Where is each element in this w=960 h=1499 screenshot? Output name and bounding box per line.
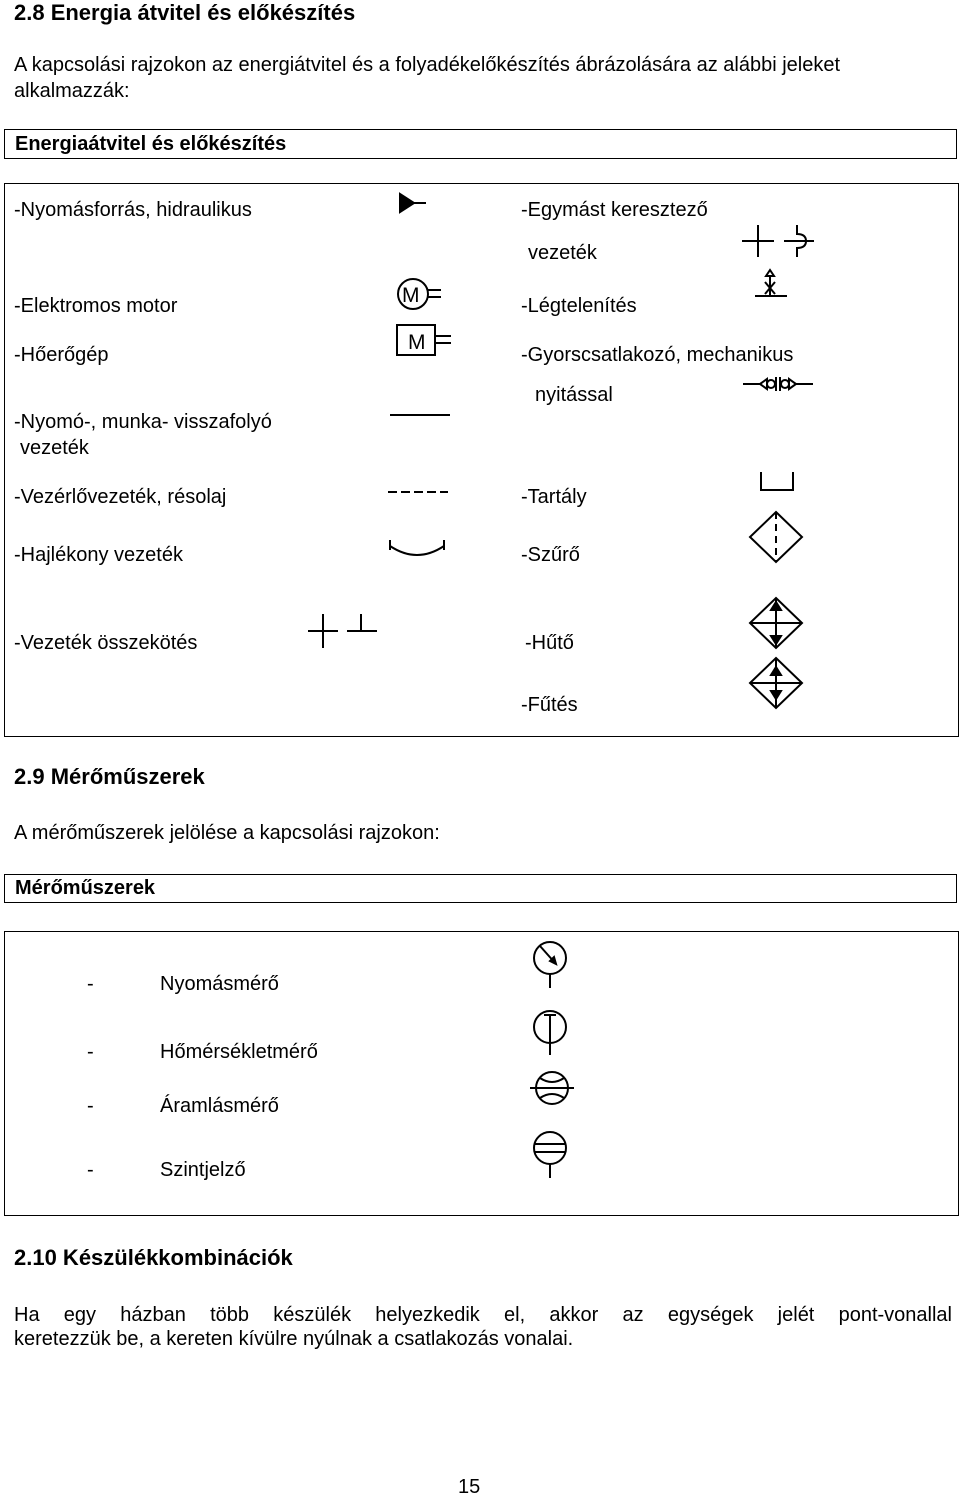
label-pressure-source: -Nyomásforrás, hidraulikus [14,199,252,221]
label-flexible-line: -Hajlékony vezeték [14,544,183,566]
crossing-lines-icon [740,222,820,262]
dash-2: - [87,1041,94,1063]
combination-para-line-2: keretezzük be, a kereten kívülre nyúlnak a csatlakozás vonalai. [14,1328,574,1350]
dash-1: - [87,973,94,995]
flexible-line-icon [385,536,455,562]
page-number: 15 [458,1476,481,1498]
measuring-intro: A mérőműszerek jelölése a kapcsolási rajzokon: [14,822,440,844]
label-quick-coupling: -Gyorscsatlakozó, mechanikus [521,344,794,366]
filter-icon [742,510,822,566]
label-air-bleed: -Légtelenítés [521,295,637,317]
label-level-indicator: Szintjelző [160,1159,246,1181]
dash-3: - [87,1095,94,1117]
label-working-line: -Nyomó-, munka- visszafolyó [14,411,272,433]
pressure-source-icon [380,190,440,220]
intro-line-1: A kapcsolási rajzokon az energiátvitel és a folyadékelőkészítés ábrázolására az alábbi jeleket [14,54,841,76]
instruments-frame [4,931,959,1216]
combination-para-line-1: Ha egy házban több készülék helyezkedik el, akkor az egységek jelét pont-vonallal [14,1304,952,1326]
label-thermometer: Hőmérsékletmérő [160,1041,318,1063]
thermometer-icon [524,1005,580,1065]
label-quick-coupling-2: nyitással [535,384,613,406]
label-reservoir: -Tartály [521,486,587,508]
label-crossing-lines: -Egymást keresztező [521,199,708,221]
label-filter: -Szűrő [521,544,580,566]
section-title-2-9: 2.9 Mérőműszerek [14,764,205,789]
electric-motor-icon [395,276,450,316]
section-title-2-10: 2.10 Készülékkombinációk [14,1245,293,1270]
cooler-icon [742,596,822,652]
pilot-line-icon [385,484,455,500]
heat-engine-icon [395,322,455,362]
label-cooler: -Hűtő [525,632,574,654]
label-electric-motor: -Elektromos motor [14,295,178,317]
label-pressure-gauge: Nyomásmérő [160,973,279,995]
working-line-icon [385,408,455,422]
dash-4: - [87,1159,94,1181]
air-bleed-icon [752,266,796,308]
box-header-energy: Energiaátvitel és előkészítés [4,129,957,159]
intro-line-2: alkalmazzák: [14,80,130,102]
label-line-junction: -Vezeték összekötés [14,632,198,654]
label-flow-meter: Áramlásmérő [160,1095,279,1117]
svg-text:M: M [408,331,426,354]
label-working-line-2: vezeték [20,437,89,459]
box-header-instruments: Mérőműszerek [4,874,957,903]
label-heat-engine: -Hőerőgép [14,344,109,366]
pressure-gauge-icon [526,938,578,994]
heater-icon [742,656,822,712]
flow-meter-icon [524,1066,588,1122]
label-crossing-lines-2: vezeték [528,242,597,264]
section-title-2-8: 2.8 Energia átvitel és előkészítés [14,0,356,25]
label-pilot-line: -Vezérlővezeték, résolaj [14,486,227,508]
quick-coupling-icon [740,372,820,396]
svg-text:M: M [402,284,420,307]
line-junction-icon [305,608,385,654]
label-heater: -Fűtés [521,694,578,716]
level-indicator-icon [524,1128,580,1184]
reservoir-icon [755,462,811,502]
